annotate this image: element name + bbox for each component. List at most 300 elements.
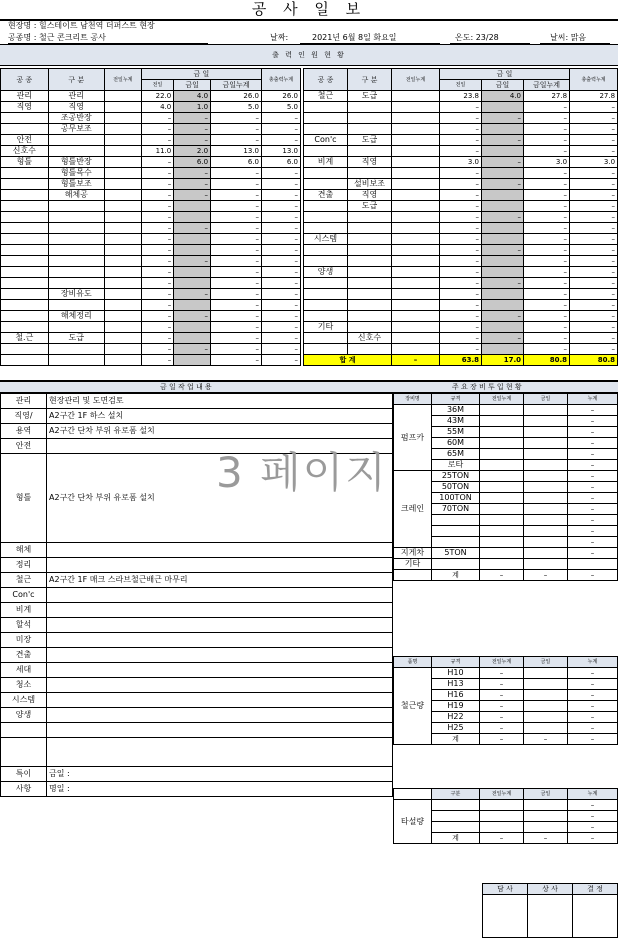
approval-sign-1[interactable] xyxy=(483,895,528,938)
work-content[interactable]: 금일 : xyxy=(47,767,393,782)
row-cum-today: – xyxy=(211,124,262,135)
row-today[interactable] xyxy=(174,322,211,333)
work-content[interactable]: 현장관리 및 도면검토 xyxy=(47,394,393,409)
row-blank xyxy=(392,333,440,344)
row-sub: 관리 xyxy=(48,91,104,102)
equip-group: 지게차 xyxy=(394,548,432,559)
equip-today[interactable] xyxy=(524,526,568,537)
head-today: 금일 xyxy=(174,80,211,91)
work-content[interactable] xyxy=(47,603,393,618)
row-group xyxy=(304,245,348,256)
row-today[interactable] xyxy=(174,355,211,366)
row-today[interactable]: – xyxy=(482,278,524,289)
row-blank xyxy=(392,113,440,124)
work-type-label: 관리 xyxy=(1,394,47,409)
rebar-sum-cum: – xyxy=(568,734,618,745)
equip-etc-cell xyxy=(568,559,618,570)
row-blank xyxy=(392,91,440,102)
rebar-size: H10 xyxy=(432,668,480,679)
equipment-section-title: 주 요 장 비 투 입 현 황 xyxy=(452,383,522,391)
row-total: – xyxy=(261,234,300,245)
row-today[interactable] xyxy=(482,223,524,234)
row-prev: – xyxy=(141,278,173,289)
row-sub xyxy=(348,146,392,157)
row-group xyxy=(304,212,348,223)
row-group xyxy=(304,124,348,135)
row-today[interactable]: – xyxy=(482,135,524,146)
row-blank xyxy=(104,289,141,300)
row-total: – xyxy=(570,234,618,245)
row-sub xyxy=(348,168,392,179)
row-sub: 도급 xyxy=(348,135,392,146)
row-cum-today: – xyxy=(524,278,570,289)
equip-spec: 70TON xyxy=(432,504,480,515)
rebar-sum-prev: – xyxy=(480,734,524,745)
equip-today[interactable] xyxy=(524,548,568,559)
row-today[interactable]: – xyxy=(174,223,211,234)
work-type-label: 철근 xyxy=(1,573,47,588)
row-cum-today: – xyxy=(211,267,262,278)
manpower-row xyxy=(1,135,301,146)
rebar-cum: – xyxy=(568,712,618,723)
work-content[interactable] xyxy=(47,738,393,767)
work-content[interactable] xyxy=(47,678,393,693)
manpower-row xyxy=(1,278,301,289)
row-today[interactable] xyxy=(482,201,524,212)
conc-cum: – xyxy=(568,800,618,811)
approval-sign-3[interactable] xyxy=(573,895,618,938)
rebar-today[interactable] xyxy=(524,679,568,690)
row-blank xyxy=(392,223,440,234)
equip-sum-blank xyxy=(394,570,432,581)
row-sub xyxy=(348,344,392,355)
work-and-equipment-header xyxy=(0,380,618,393)
rebar-prev: – xyxy=(480,712,524,723)
approval-table xyxy=(482,883,618,938)
conc-sum-today: – xyxy=(524,833,568,844)
row-cum-today: – xyxy=(211,212,262,223)
row-today[interactable]: – xyxy=(174,256,211,267)
row-cum-today: – xyxy=(524,322,570,333)
row-cum-today: – xyxy=(524,113,570,124)
work-type-label: 직영/ xyxy=(1,409,47,424)
rebar-today[interactable] xyxy=(524,701,568,712)
equip-spec: 50TON xyxy=(432,482,480,493)
equip-prev xyxy=(480,471,524,482)
equip-cum: – xyxy=(568,493,618,504)
equip-today[interactable] xyxy=(524,471,568,482)
equip-today[interactable] xyxy=(524,493,568,504)
equip-cum: – xyxy=(568,504,618,515)
conc-sum-prev: – xyxy=(480,833,524,844)
rebar-row xyxy=(394,668,618,679)
equip-group: 크레인 xyxy=(394,471,432,548)
row-today[interactable]: – xyxy=(174,190,211,201)
row-cum-today: – xyxy=(211,135,262,146)
work-type-label: 안전 xyxy=(1,439,47,454)
row-total: – xyxy=(570,311,618,322)
row-cum-today: – xyxy=(524,168,570,179)
equip-today[interactable] xyxy=(524,438,568,449)
row-prev: – xyxy=(440,124,482,135)
row-cum-today: – xyxy=(524,289,570,300)
conc-today[interactable] xyxy=(524,822,568,833)
manpower-row xyxy=(304,212,618,223)
equip-etc-cell xyxy=(480,559,524,570)
row-today[interactable] xyxy=(482,190,524,201)
row-cum-today: – xyxy=(524,333,570,344)
total-today: 17.0 xyxy=(482,355,524,366)
row-total: – xyxy=(261,179,300,190)
row-sub xyxy=(48,234,104,245)
row-prev: – xyxy=(141,168,173,179)
row-group xyxy=(1,278,49,289)
row-today[interactable]: – xyxy=(174,124,211,135)
manpower-row xyxy=(304,322,618,333)
row-sub: 직영 xyxy=(48,102,104,113)
conc-prev xyxy=(480,800,524,811)
row-group xyxy=(304,113,348,124)
row-today[interactable] xyxy=(482,256,524,267)
equip-cum: – xyxy=(568,449,618,460)
work-content[interactable]: A2구간 단차 부위 유로폼 설치 xyxy=(47,424,393,439)
row-today[interactable] xyxy=(174,333,211,344)
row-sub xyxy=(48,146,104,157)
row-group xyxy=(1,322,49,333)
row-today[interactable] xyxy=(482,344,524,355)
manpower-row xyxy=(304,113,618,124)
row-today[interactable]: 4.0 xyxy=(482,91,524,102)
row-total: – xyxy=(570,190,618,201)
rebar-today[interactable] xyxy=(524,712,568,723)
equip-sum-prev: – xyxy=(480,570,524,581)
row-today[interactable] xyxy=(174,234,211,245)
equip-etc-cell xyxy=(524,559,568,570)
row-cum-today: – xyxy=(524,124,570,135)
row-today[interactable]: – xyxy=(482,333,524,344)
row-prev: – xyxy=(440,278,482,289)
row-prev: – xyxy=(440,311,482,322)
row-today[interactable] xyxy=(482,267,524,278)
work-content[interactable] xyxy=(47,588,393,603)
row-cum-today: – xyxy=(524,179,570,190)
row-prev: – xyxy=(440,201,482,212)
row-group xyxy=(304,278,348,289)
work-row xyxy=(1,618,393,633)
work-content[interactable]: A2구간 1F 매크 스라브철근배근 마무리 xyxy=(47,573,393,588)
equip-prev xyxy=(480,416,524,427)
approval-label-3: 결 정 xyxy=(573,884,618,895)
row-total: – xyxy=(261,289,300,300)
rebar-head: 품명 xyxy=(394,657,432,668)
row-blank xyxy=(104,157,141,168)
rebar-today[interactable] xyxy=(524,723,568,734)
equipment-table xyxy=(393,393,618,581)
equip-spec xyxy=(432,515,480,526)
work-content[interactable] xyxy=(47,693,393,708)
manpower-row xyxy=(1,322,301,333)
manpower-row xyxy=(1,201,301,212)
row-sub: 도급 xyxy=(48,333,104,344)
row-cum-today: 26.0 xyxy=(211,91,262,102)
equip-prev xyxy=(480,504,524,515)
row-today[interactable] xyxy=(482,289,524,300)
row-blank xyxy=(104,113,141,124)
row-cum-today: – xyxy=(211,322,262,333)
row-today[interactable] xyxy=(482,146,524,157)
equip-today[interactable] xyxy=(524,537,568,548)
row-today[interactable]: – xyxy=(174,344,211,355)
total-dash: – xyxy=(392,355,440,366)
rebar-size: H19 xyxy=(432,701,480,712)
row-sub xyxy=(348,102,392,113)
work-content[interactable] xyxy=(47,663,393,678)
manpower-row xyxy=(304,289,618,300)
row-sub: 조공반장 xyxy=(48,113,104,124)
row-today[interactable]: – xyxy=(482,212,524,223)
work-row xyxy=(1,573,393,588)
work-type-label: 청소 xyxy=(1,678,47,693)
row-prev: – xyxy=(440,179,482,190)
row-today[interactable] xyxy=(174,300,211,311)
row-sub: 설비보조 xyxy=(348,179,392,190)
row-group: 시스템 xyxy=(304,234,348,245)
row-total: – xyxy=(261,124,300,135)
work-type-label: 세대 xyxy=(1,663,47,678)
equip-prev xyxy=(480,427,524,438)
equip-prev xyxy=(480,537,524,548)
equip-sum-label: 계 xyxy=(432,570,480,581)
row-total: – xyxy=(261,322,300,333)
head-prev: 전일누계 xyxy=(392,69,440,91)
conc-cum: – xyxy=(568,811,618,822)
conc-blank xyxy=(394,789,432,800)
row-sub xyxy=(48,223,104,234)
work-row xyxy=(1,693,393,708)
row-prev: 22.0 xyxy=(141,91,173,102)
row-today[interactable]: – xyxy=(174,179,211,190)
row-sub: 해체정리 xyxy=(48,311,104,322)
work-row xyxy=(1,648,393,663)
row-sub xyxy=(48,278,104,289)
row-sub: 공무보조 xyxy=(48,124,104,135)
equip-today[interactable] xyxy=(524,482,568,493)
row-today[interactable]: – xyxy=(482,245,524,256)
row-cum-today: – xyxy=(524,234,570,245)
row-cum-today: – xyxy=(211,245,262,256)
row-cum-today: – xyxy=(211,311,262,322)
equip-cum: – xyxy=(568,405,618,416)
row-total: 6.0 xyxy=(261,157,300,168)
rebar-head: 규격 xyxy=(432,657,480,668)
equip-today[interactable] xyxy=(524,416,568,427)
equip-spec: 60M xyxy=(432,438,480,449)
rebar-today[interactable] xyxy=(524,668,568,679)
row-prev: – xyxy=(141,289,173,300)
equip-spec: 100TON xyxy=(432,493,480,504)
manpower-row xyxy=(304,311,618,322)
row-total: 26.0 xyxy=(261,91,300,102)
row-blank xyxy=(104,168,141,179)
work-content[interactable] xyxy=(47,723,393,738)
conc-today[interactable] xyxy=(524,811,568,822)
row-today[interactable] xyxy=(482,322,524,333)
row-blank xyxy=(392,300,440,311)
row-today[interactable]: – xyxy=(482,179,524,190)
row-sub xyxy=(48,135,104,146)
row-blank xyxy=(104,179,141,190)
row-prev: – xyxy=(440,113,482,124)
row-total: – xyxy=(570,333,618,344)
equip-today[interactable] xyxy=(524,449,568,460)
temperature: 온도: 23/28 xyxy=(455,33,499,42)
row-group: 신호수 xyxy=(1,146,49,157)
total-prev: 63.8 xyxy=(440,355,482,366)
page-watermark: 3 페이지 xyxy=(216,448,388,497)
row-blank xyxy=(104,355,141,366)
work-type-label: 미장 xyxy=(1,633,47,648)
work-row xyxy=(1,424,393,439)
work-content[interactable]: A2구간 1F 하스 설치 xyxy=(47,409,393,424)
equip-today[interactable] xyxy=(524,504,568,515)
row-today[interactable]: – xyxy=(482,113,524,124)
row-prev: 23.8 xyxy=(440,91,482,102)
row-group xyxy=(1,256,49,267)
row-prev: – xyxy=(440,267,482,278)
work-content[interactable] xyxy=(47,543,393,558)
work-section-title: 금 일 작 업 내 용 xyxy=(160,383,212,391)
row-cum-today: – xyxy=(211,223,262,234)
row-today[interactable] xyxy=(482,124,524,135)
row-today[interactable] xyxy=(174,278,211,289)
work-row xyxy=(1,394,393,409)
head-prev2: 전일 xyxy=(440,80,482,91)
row-blank xyxy=(104,245,141,256)
row-prev: – xyxy=(440,256,482,267)
row-today[interactable]: – xyxy=(174,289,211,300)
row-blank xyxy=(392,146,440,157)
row-cum-today: – xyxy=(211,300,262,311)
row-blank xyxy=(392,234,440,245)
equip-today[interactable] xyxy=(524,515,568,526)
row-blank xyxy=(392,168,440,179)
row-today[interactable] xyxy=(174,201,211,212)
row-today[interactable] xyxy=(482,234,524,245)
row-today[interactable] xyxy=(174,212,211,223)
work-content[interactable] xyxy=(47,633,393,648)
equip-today[interactable] xyxy=(524,405,568,416)
row-today[interactable] xyxy=(174,267,211,278)
row-group xyxy=(1,201,49,212)
row-sub xyxy=(48,245,104,256)
approval-sign-2[interactable] xyxy=(528,895,573,938)
row-cum-today: – xyxy=(524,135,570,146)
row-blank xyxy=(104,146,141,157)
row-today[interactable]: – xyxy=(174,113,211,124)
row-today[interactable]: – xyxy=(482,311,524,322)
row-today[interactable]: – xyxy=(174,311,211,322)
row-today[interactable]: 1.0 xyxy=(174,102,211,113)
row-today[interactable] xyxy=(174,245,211,256)
row-today[interactable] xyxy=(482,300,524,311)
row-prev: – xyxy=(141,245,173,256)
row-cum-today: – xyxy=(211,333,262,344)
row-prev: – xyxy=(440,344,482,355)
manpower-row xyxy=(1,146,301,157)
row-prev: – xyxy=(141,113,173,124)
equip-spec: 36M xyxy=(432,405,480,416)
conc-head: 전일누계 xyxy=(480,789,524,800)
equip-cum: – xyxy=(568,471,618,482)
row-prev: – xyxy=(141,300,173,311)
row-group: 철근 xyxy=(304,91,348,102)
row-blank xyxy=(104,190,141,201)
row-group xyxy=(1,355,49,366)
row-sub: 형틀보조 xyxy=(48,179,104,190)
work-content[interactable] xyxy=(47,648,393,663)
rebar-prev: – xyxy=(480,690,524,701)
row-group xyxy=(304,333,348,344)
manpower-row xyxy=(304,267,618,278)
row-today[interactable]: 6.0 xyxy=(174,157,211,168)
work-type: 공종명 : 철근 콘크리트 공사 xyxy=(8,33,106,42)
row-blank xyxy=(392,190,440,201)
work-content[interactable] xyxy=(47,558,393,573)
manpower-row xyxy=(304,124,618,135)
row-total: – xyxy=(261,333,300,344)
row-group xyxy=(304,256,348,267)
equip-cum: – xyxy=(568,416,618,427)
equip-today[interactable] xyxy=(524,460,568,471)
equip-today[interactable] xyxy=(524,427,568,438)
work-content[interactable]: 명일 : xyxy=(47,782,393,797)
rebar-size: H22 xyxy=(432,712,480,723)
row-group xyxy=(304,311,348,322)
row-prev: – xyxy=(141,179,173,190)
row-prev: – xyxy=(440,333,482,344)
equip-cum: – xyxy=(568,548,618,559)
equip-group: 펌프카 xyxy=(394,405,432,471)
row-today[interactable] xyxy=(482,102,524,113)
row-cum-today: – xyxy=(524,146,570,157)
row-prev: – xyxy=(440,300,482,311)
conc-today[interactable] xyxy=(524,800,568,811)
row-blank xyxy=(104,311,141,322)
row-sub xyxy=(348,113,392,124)
work-content[interactable]: A2구간 단차 부위 유로폼 설치 xyxy=(47,454,393,543)
manpower-row xyxy=(1,212,301,223)
row-sub xyxy=(348,311,392,322)
work-content[interactable] xyxy=(47,618,393,633)
row-today[interactable]: – xyxy=(174,168,211,179)
row-blank xyxy=(104,256,141,267)
row-today[interactable]: – xyxy=(482,157,524,168)
rebar-today[interactable] xyxy=(524,690,568,701)
row-today[interactable]: – xyxy=(174,135,211,146)
work-content[interactable] xyxy=(47,708,393,723)
row-today[interactable]: 2.0 xyxy=(174,146,211,157)
row-blank xyxy=(392,289,440,300)
approval-label-1: 담 사 xyxy=(483,884,528,895)
row-today[interactable]: 4.0 xyxy=(174,91,211,102)
work-type-label: 사항 xyxy=(1,782,47,797)
row-today[interactable] xyxy=(482,168,524,179)
row-cum-today: – xyxy=(211,113,262,124)
rebar-head: 금일 xyxy=(524,657,568,668)
row-blank xyxy=(104,102,141,113)
head-cum-today: 금일누계 xyxy=(211,80,262,91)
row-cum-today: – xyxy=(524,267,570,278)
